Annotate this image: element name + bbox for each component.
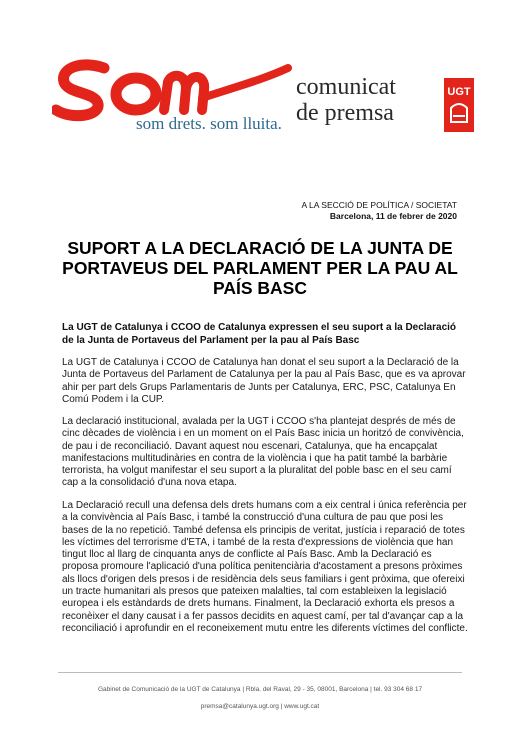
logo-tagline: som drets. som lluita. bbox=[136, 114, 282, 133]
press-release-logo bbox=[296, 74, 486, 134]
body-paragraph-3: La Declaració recull una defensa dels drets humans com a eix central i única referència per a la convivència al País Basc, i també la construcció d'una cultura de pau que posi les bases de la no repetició. També defensa els principis de veritat, justícia i reparació de totes les víctimes del terrorisme d'ETA, i també de la resta d'expressions de violència que han tingut lloc al llarg de cinquanta anys de conflicte al País Basc. Amb la Declaració es proposa promoure l'aplicació d'una política penitenciària d'acostament a presons pròximes als llocs d'origen dels presos i de residència dels seus familiars i gent pròxima, que ofereixi un tracte humanitari als presos que pateixen malalties, tal com estableixen la legislació europea i els estàndards de drets humans. Finalment, la Declaració exhorta els presos a reconèixer el dany causat i a fer passos decidits en aquest camí, per tal d'avançar cap a la reconciliació i aprofundir en el reconeixement mutu entre les diferents víctimes del conflicte. bbox=[62, 500, 468, 634]
release-date: Barcelona, 11 de febrer de 2020 bbox=[329, 211, 457, 221]
press-line-2: de premsa bbox=[296, 100, 394, 126]
footer-divider bbox=[58, 672, 462, 673]
body-paragraph-2: La declaració institucional, avalada per la UGT i CCOO s'ha plantejat després de més de cinc dècades de violència i en un moment on el País Basc inicia un horitzó de convivència, de pau i de reconciliació. Davant aquest nou escenari, Catalunya, que ha encapçalat manifestacions multitudinàries en contra de la violència i que ha patit també la barbàrie terrorista, ha volgut manifestar el seu suport a la pluralitat del poble basc en el seu camí cap a la consolidació d'una nova etapa. bbox=[62, 416, 464, 489]
release-lead: La UGT de Catalunya i CCOO de Catalunya expressen el seu suport a la Declaració de la Junta de Portaveus del Parlament per la pau al País Basc bbox=[62, 322, 457, 346]
ugt-badge-icon bbox=[444, 78, 474, 132]
release-title: SUPORT A LA DECLARACIÓ DE LA JUNTA DE PORTAVEUS DEL PARLAMENT PER LA PAU AL PAÍS BASC bbox=[62, 238, 458, 298]
footer-address: Gabinet de Comunicació de la UGT de Catalunya | Rbla. del Raval, 29 - 35, 08001, Barcelona | tel. 93 304 68 17 bbox=[97, 686, 423, 693]
ugt-badge-text: UGT bbox=[447, 86, 471, 98]
som-logo bbox=[52, 58, 292, 142]
recipient-section: A LA SECCIÓ DE POLÍTICA / SOCIETAT bbox=[301, 200, 457, 210]
press-line-1: comunicat bbox=[296, 74, 396, 100]
body-paragraph-1: La UGT de Catalunya i CCOO de Catalunya han donat el seu suport a la Declaració de la Junta de Portaveus del Parlament de Catalunya per la pau al País Basc, que es va aprovar ahir per part dels Grups Parlamentaris de Junts per Catalunya, ERC, PSC, Catalunya En Comú Podem i la CUP. bbox=[62, 357, 466, 405]
release-meta bbox=[301, 200, 457, 222]
footer-contact: premsa@catalunya.ugt.org | www.ugt.cat bbox=[200, 703, 320, 710]
